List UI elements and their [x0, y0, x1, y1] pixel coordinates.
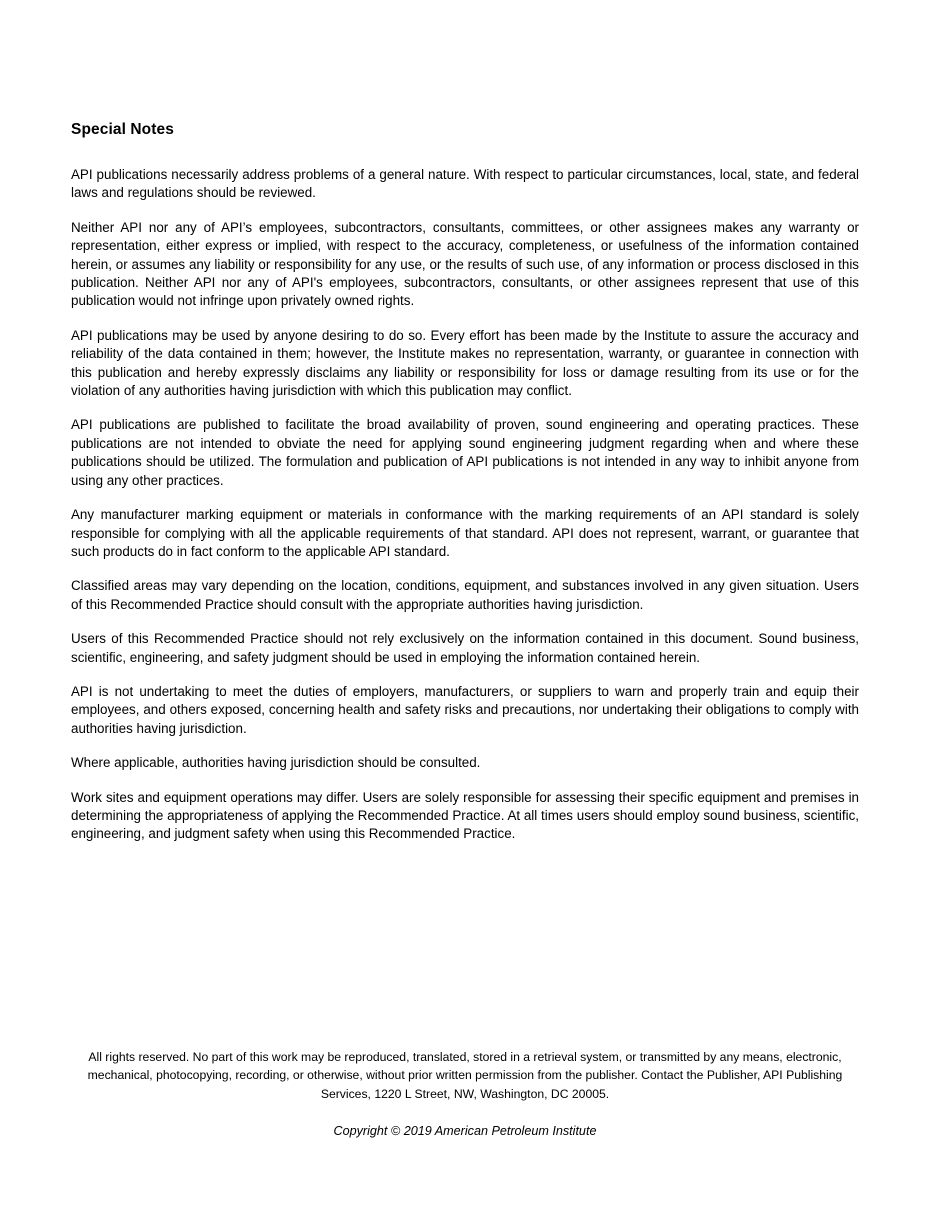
paragraph: Classified areas may vary depending on the location, conditions, equipment, and substances involved in any given situation. Users of this Recommended Practice should consult with the appropriate authorities having jurisdiction.	[71, 578, 859, 612]
paragraph: Users of this Recommended Practice should not rely exclusively on the information contained in this document. Sound business, scientific, engineering, and safety judgment should be used in employing the information contained herein.	[71, 631, 859, 665]
paragraph: Neither API nor any of API’s employees, subcontractors, consultants, committees, or other assignees makes any warranty or representation, either express or implied, with respect to the accuracy, completeness, or usefulness of the information contained herein, or assumes any liability or responsibility for any use, or the results of such use, of any information or process disclosed in this publication. Neither API nor any of API's employees, subcontractors, consultants, or other assignees represent that use of this publication would not infringe upon privately owned rights.	[71, 219, 859, 309]
footer-legal-notice: All rights reserved. No part of this work may be reproduced, translated, stored in a retrieval system, or transmitted by any means, electronic, mechanical, photocopying, recording, or otherwise, without prior written permission from the publisher. Contact the Publisher, API Publishing Services, 1220 L Street, NW, Washington, DC 20005.	[87, 1050, 843, 1101]
paragraph: API is not undertaking to meet the duties of employers, manufacturers, or suppliers to warn and properly train and equip their employees, and others exposed, concerning health and safety risks and precautions, nor undertaking their obligations to comply with authorities having jurisdiction.	[71, 683, 859, 736]
page-footer	[71, 1048, 859, 1138]
page-title: Special Notes	[71, 121, 174, 138]
paragraph: API publications are published to facilitate the broad availability of proven, sound engineering and operating practices. These publications are not intended to obviate the need for applying sound engineering judgment regarding when and where these publications should be utilized. The formulation and publication of API publications is not intended in any way to inhibit anyone from using any other practices.	[71, 417, 859, 488]
paragraph: API publications necessarily address problems of a general nature. With respect to particular circumstances, local, state, and federal laws and regulations should be reviewed.	[71, 167, 859, 201]
paragraph: Any manufacturer marking equipment or materials in conformance with the marking requirements of an API standard is solely responsible for complying with all the applicable requirements of that standard. API does not represent, warrant, or guarantee that such products do in fact conform to the applicable API standard.	[71, 507, 859, 559]
paragraph: Where applicable, authorities having jurisdiction should be consulted.	[71, 755, 481, 771]
footer-copyright: Copyright © 2019 American Petroleum Institute	[333, 1124, 597, 1138]
body-text-block	[71, 166, 859, 844]
paragraph: API publications may be used by anyone desiring to do so. Every effort has been made by the Institute to assure the accuracy and reliability of the data contained in them; however, the Institute makes no representation, warranty, or guarantee in connection with this publication and hereby expressly disclaims any liability or responsibility for loss or damage resulting from its use or for the violation of any authorities having jurisdiction with which this publication may conflict.	[71, 327, 859, 399]
paragraph: Work sites and equipment operations may differ. Users are solely responsible for assessing their specific equipment and premises in determining the appropriateness of applying the Recommended Practice. At all times users should employ sound business, scientific, engineering, and judgment safety when using this Recommended Practice.	[71, 789, 859, 842]
